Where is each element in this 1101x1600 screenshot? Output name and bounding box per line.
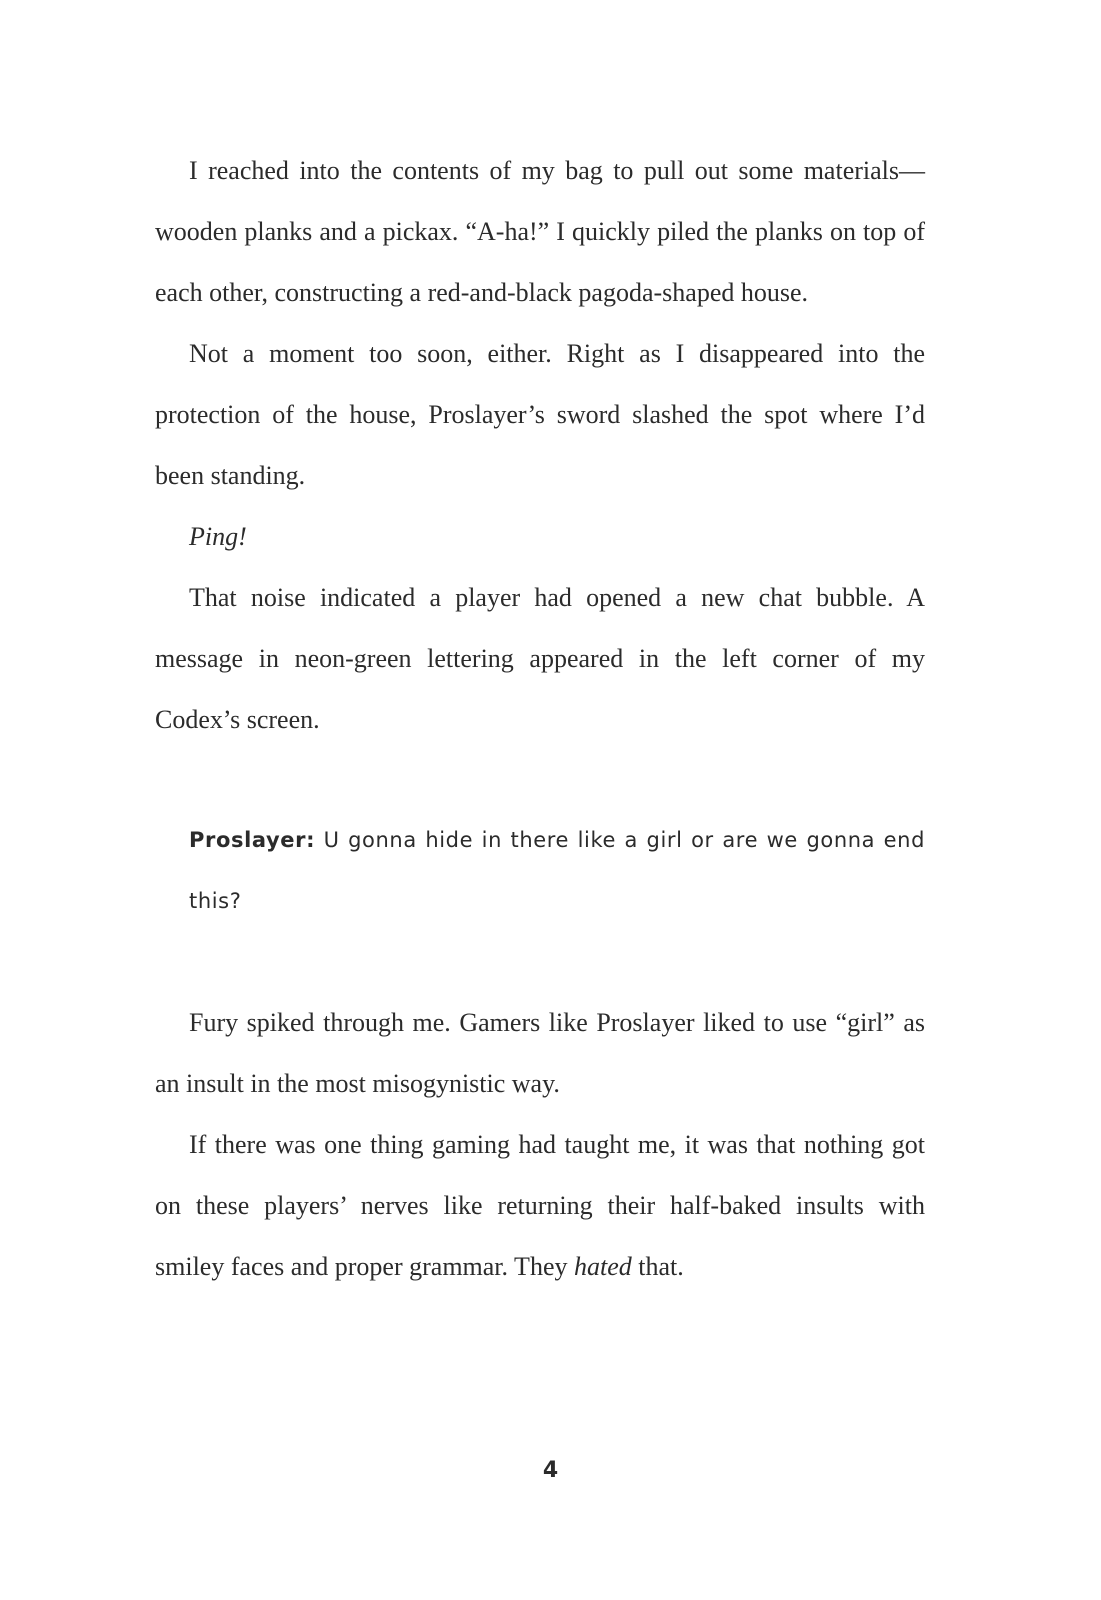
paragraph-1: I reached into the contents of my bag to pull out some materials—wooden planks and a pickax. “A-ha!” I quickly piled the planks on top of each other, constructing a red-and-black pagoda-shaped house.: [155, 156, 925, 307]
paragraph-5: Fury spiked through me. Gamers like Proslayer liked to use “girl” as an insult in the most misogynistic way.: [155, 1008, 925, 1098]
page-number: 4: [542, 1458, 559, 1483]
paragraph-2: Not a moment too soon, either. Right as I disappeared into the protection of the house, Proslayer’s sword slashed the spot where I’d been standing.: [155, 339, 925, 490]
chat-message-text: U gonna hide in there like a girl or are we gonna end this?: [189, 828, 925, 913]
paragraph-6-end: that.: [631, 1252, 684, 1281]
paragraph-6-emphasis: hated: [573, 1252, 632, 1281]
paragraph-6-start: If there was one thing gaming had taught me, it was that nothing got on these players’ nerves like returning their half-baked insults with smiley faces and proper grammar. They: [155, 1130, 925, 1281]
paragraph-ping: Ping!: [189, 522, 247, 551]
body-text: [155, 140, 925, 1297]
chat-sender-name: Proslayer:: [189, 828, 316, 852]
paragraph-4: That noise indicated a player had opened a new chat bubble. A message in neon-green lettering appeared in the left corner of my Codex’s screen.: [155, 583, 925, 734]
chat-message: [189, 810, 925, 932]
paragraph-6: [155, 1114, 925, 1297]
